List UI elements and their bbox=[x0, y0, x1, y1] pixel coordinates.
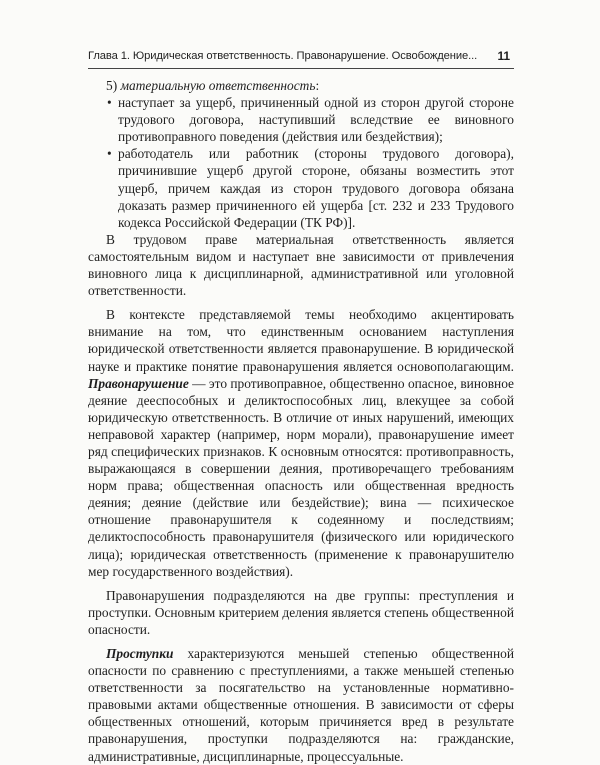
paragraph-text: В контексте представляемой темы необходимо акцентировать внимание на том, что единственным основанием наступления юридической ответственности является правонарушение. В юридической науке и практике понятие правонарушения является основополагающим. bbox=[88, 307, 514, 374]
paragraph-offense-groups: Правонарушения подразделяются на две группы: преступления и проступки. Основным критерием деления является степень общественной опасности. bbox=[88, 587, 514, 637]
bullet-icon: • bbox=[107, 146, 112, 162]
list-item bbox=[107, 145, 514, 230]
enumeration-title-suffix: : bbox=[315, 78, 320, 93]
body-text bbox=[88, 77, 514, 765]
term-offense: Правонарушение bbox=[88, 375, 189, 391]
enumeration-item-5 bbox=[88, 77, 514, 94]
paragraph-labor-law: В трудовом праве материальная ответственность является самостоятельным видом и наступает вне зависимости от привлечения виновного лица к дисциплинарной, административной или уголовной ответственности. bbox=[88, 231, 514, 299]
list-item bbox=[107, 94, 514, 145]
bullet-text: работодатель или работник (стороны трудового договора), причинившие ущерб другой стороне, обязаны возместить этот ущерб, причем каждая из сторон трудового договора обязана доказать размер причиненного ей ущерба [ст. 232 и 233 Трудового кодекса Российской Федерации (ТК РФ)]. bbox=[118, 146, 514, 230]
chapter-title: Глава 1. Юридическая ответственность. Правонарушение. Освобождение... bbox=[88, 50, 478, 62]
enumeration-number: 5) bbox=[106, 78, 118, 93]
paragraph-offense-definition bbox=[88, 306, 514, 580]
page-number: 11 bbox=[497, 49, 510, 63]
paragraph-text: — это противоправное, общественно опасное, виновное деяние дееспособных и деликтоспособных лиц, влекущее за собой юридическую ответственность. В отличие от иных нарушений, имеющих неправовой характер (например, норм морали), правонарушение имеет ряд специфических признаков. К основным относятся: противоправность, выражающаяся в совершении деяния, противоречащего требованиям норм права; общественная опасность или общественная вредность деяния; деяние (действие или бездействие); вина — психическое отношение правонарушителя к содеянному и последствиям; деликтоспособность правонарушителя (физического или юридического лица); юридическая ответственность (применение к правонарушителю мер государственного воздействия). bbox=[88, 375, 515, 579]
running-header bbox=[88, 48, 514, 69]
paragraph-text: характеризуются меньшей степенью общественной опасности по сравнению с преступлениями, а также меньшей степенью ответственности за посягательство на установленные нормативно-правовыми актами общественные отношения. В зависимости от сферы общественных отношений, которым причиняется вред в результате правонарушения, проступки подразделяются на: гражданские, административные, дисциплинарные, процессуальные. bbox=[88, 646, 514, 764]
bullet-icon: • bbox=[107, 95, 112, 111]
bullet-list bbox=[88, 94, 514, 231]
paragraph-misdemeanors bbox=[88, 645, 514, 765]
bullet-text: наступает за ущерб, причиненный одной из сторон другой стороне трудового договора, наступивший вследствие ее виновного противоправного поведения (действия или бездействия); bbox=[118, 95, 514, 145]
enumeration-title: материальную ответственность bbox=[120, 78, 316, 93]
term-misdemeanors: Проступки bbox=[106, 646, 174, 661]
